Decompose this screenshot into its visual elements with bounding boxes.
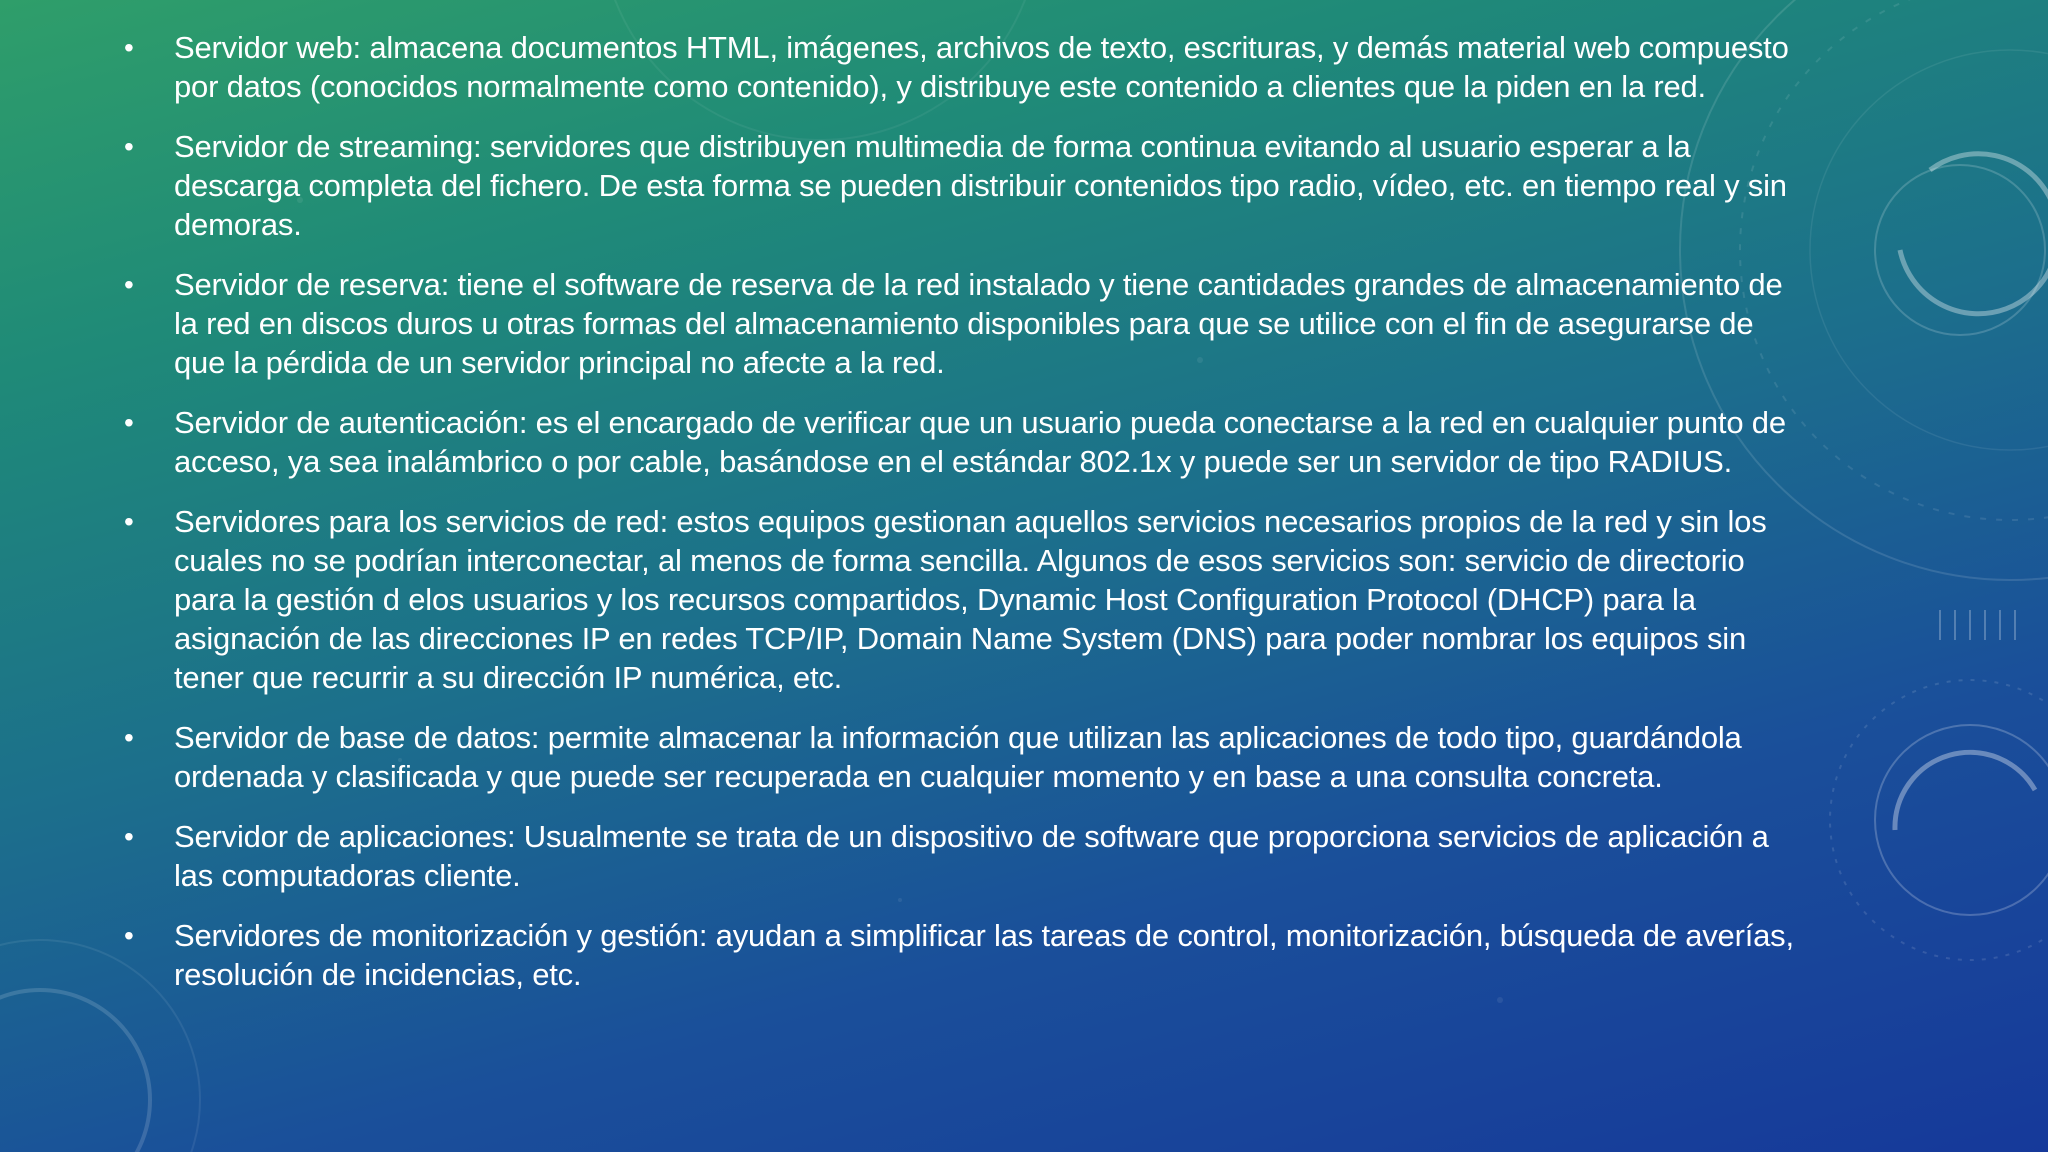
bullet-marker: • bbox=[124, 131, 134, 162]
deco-ring-medium bbox=[1810, 50, 2048, 450]
list-item-servidor-streaming bbox=[118, 127, 1808, 244]
bullet-text: Servidores de monitorización y gestión: ayudan a simplificar las tareas de control, monitorización, búsqueda de averías, resolución de incidencias, etc. bbox=[174, 918, 1794, 992]
bullet-text: Servidor de base de datos: permite almacenar la información que utilizan las aplicaciones de todo tipo, guardándola ordenada y clasificada y que puede ser recuperada en cualquier momento y en base a una consulta concreta. bbox=[174, 720, 1742, 794]
deco-arc-top bbox=[1900, 154, 2048, 314]
deco-ring-lower-dashed bbox=[1830, 680, 2048, 960]
deco-arc-lower bbox=[1895, 752, 2035, 830]
bullet-text: Servidores para los servicios de red: estos equipos gestionan aquellos servicios necesarios propios de la red y sin los cuales no se podrían interconectar, al menos de forma sencilla. Algunos de esos servicios son: servicio de directorio para la gestión d elos usuarios y los recursos compartidos, Dynamic Host Configuration Protocol (DHCP) para la asignación de las direcciones IP en redes TCP/IP, Domain Name System (DNS) para poder nombrar los equipos sin tener que recurrir a su dirección IP numérica, etc. bbox=[174, 504, 1767, 695]
bullet-marker: • bbox=[124, 32, 134, 63]
bullet-marker: • bbox=[124, 269, 134, 300]
bullet-text: Servidor de streaming: servidores que distribuyen multimedia de forma continua evitando al usuario esperar a la descarga completa del fichero. De esta forma se pueden distribuir contenidos tipo radio, vídeo, etc. en tiempo real y sin demoras. bbox=[174, 129, 1787, 242]
list-item-servidor-web bbox=[118, 28, 1808, 106]
bullet-text: Servidor web: almacena documentos HTML, imágenes, archivos de texto, escrituras, y demás material web compuesto por datos (conocidos normalmente como contenido), y distribuye este contenido a clientes que la piden en la red. bbox=[174, 30, 1789, 104]
deco-tick-marks bbox=[1940, 610, 2015, 640]
list-item-servidor-reserva bbox=[118, 265, 1808, 382]
deco-ring-lower bbox=[1875, 725, 2048, 915]
bullet-text: Servidor de aplicaciones: Usualmente se trata de un dispositivo de software que proporciona servicios de aplicación a las computadoras cliente. bbox=[174, 819, 1769, 893]
bullet-marker: • bbox=[124, 407, 134, 438]
server-types-list bbox=[118, 28, 1808, 994]
deco-ring-small bbox=[1875, 165, 2045, 335]
bullet-text: Servidor de autenticación: es el encargado de verificar que un usuario pueda conectarse a la red en cualquier punto de acceso, ya sea inalámbrico o por cable, basándose en el estándar 802.1x y puede ser un servidor de tipo RADIUS. bbox=[174, 405, 1786, 479]
bullet-marker: • bbox=[124, 722, 134, 753]
bullet-marker: • bbox=[124, 821, 134, 852]
bullet-text: Servidor de reserva: tiene el software de reserva de la red instalado y tiene cantidades grandes de almacenamiento de la red en discos duros u otras formas del almacenamiento disponibles para que se utilice con el fin de asegurarse de que la pérdida de un servidor principal no afecte a la red. bbox=[174, 267, 1783, 380]
list-item-servidor-aplicaciones bbox=[118, 817, 1808, 895]
bullet-marker: • bbox=[124, 920, 134, 951]
list-item-servidor-autenticacion bbox=[118, 403, 1808, 481]
list-item-servidores-monitorizacion bbox=[118, 916, 1808, 994]
list-item-servidor-base-datos bbox=[118, 718, 1808, 796]
list-item-servidores-servicios-red bbox=[118, 502, 1808, 697]
slide-body bbox=[118, 28, 1808, 1015]
bullet-marker: • bbox=[124, 506, 134, 537]
